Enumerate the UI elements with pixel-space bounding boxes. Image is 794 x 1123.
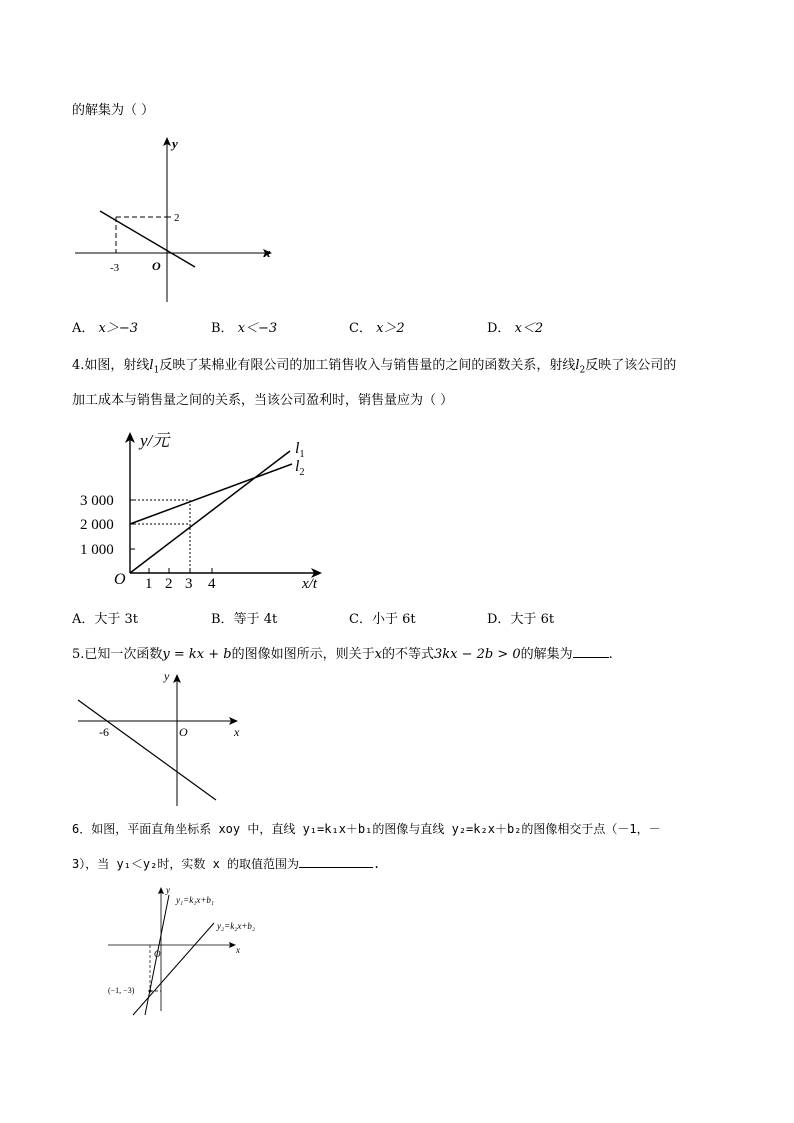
q6-stem-line2: 3），当 y₁＜y₂时，实数 x 的取值范围为 . (72, 857, 381, 871)
q3-axis-y-label: y (172, 136, 178, 151)
q4-xtick-3: 3 (185, 576, 193, 592)
q4-axis-y-label: y/元 (140, 431, 170, 450)
q4-option-c[interactable]: C．小于 6t (349, 612, 416, 627)
q5-tick-x: -6 (99, 725, 109, 739)
q3-option-b[interactable]: B． x＜−3 (211, 321, 278, 336)
q4-stem-line2: 加工成本与销售量之间的关系，当该公司盈利时，销售量应为（ ） (72, 393, 454, 408)
q6-line1-label: y₁=k₁x+b₁ (176, 895, 215, 905)
q5-answer-blank[interactable] (573, 645, 609, 658)
q6-graph (108, 883, 278, 1023)
q6-x-arrow-icon (229, 942, 236, 948)
q6-line-y2 (133, 923, 214, 1015)
q3-axis-x-label: x (264, 245, 271, 260)
q4-option-b[interactable]: B．等于 4t (211, 612, 278, 627)
q6-origin-label: O (154, 949, 161, 959)
q6-y-arrow-icon (158, 887, 164, 894)
q4-ray-l2-label: $l_2$ (295, 458, 305, 478)
q4-xtick-1: 1 (145, 576, 153, 592)
q4-origin-label: O (114, 571, 126, 588)
q5-graph (72, 668, 262, 808)
q6-stem-line1: 6．如图，平面直角坐标系 xoy 中，直线 y₁=k₁x＋b₁的图像与直线 y₂=k₂x＋b₂的图像相交于点（－1，－ (72, 822, 661, 836)
q3-stem-tail: 的解集为（ ） (72, 103, 155, 118)
q5-function-line (78, 700, 216, 800)
q3-option-a[interactable]: A． x＞−3 (72, 321, 139, 336)
q6-answer-blank[interactable] (299, 855, 373, 868)
q4-stem-line1: 4.如图，射线$l_1$反映了某棉业有限公司的加工销售收入与销售量的之间的函数关系，射线$l_2$反映了该公司的 (72, 358, 677, 376)
q5-origin-label: O (179, 725, 188, 739)
q4-ytick-1000: 1 000 (80, 542, 114, 558)
q4-option-a[interactable]: A．大于 3t (72, 612, 139, 627)
q4-xtick-2: 2 (165, 576, 173, 592)
q4-ytick-3000: 3 000 (80, 493, 114, 509)
q3-graph (70, 130, 290, 310)
q3-function-line (100, 211, 195, 267)
q4-ray-l1 (130, 451, 290, 573)
q3-option-d[interactable]: D． x＜2 (487, 321, 544, 336)
q6-point-label: (−1, −3) (108, 986, 135, 995)
q3-tick-y: 2 (174, 212, 180, 224)
q5-stem: 5.已知一次函数y = kx + b的图像如图所示，则关于x的不等式3kx − 2b > 0的解集为 . (72, 647, 613, 662)
q4-axis-x-label: x/t (302, 576, 317, 592)
q3-origin-label: O (152, 259, 161, 273)
q4-xtick-4: 4 (208, 576, 216, 592)
q4-graph (78, 428, 338, 603)
q3-tick-x: -3 (110, 262, 120, 274)
q3-option-c[interactable]: C． x＞2 (349, 321, 405, 336)
q5-axis-x-label: x (234, 725, 240, 739)
q6-intersection-point (149, 990, 152, 993)
q4-ray-l1-label: $l_1$ (295, 440, 305, 460)
q6-axis-x-label: x (236, 945, 240, 955)
q4-ray-l2 (130, 464, 292, 524)
q6-axis-y-label: y (166, 885, 170, 895)
q4-ytick-2000: 2 000 (80, 517, 114, 533)
q5-axis-y-label: y (164, 669, 170, 683)
q4-option-d[interactable]: D．大于 6t (487, 612, 555, 627)
q6-line2-label: y₂=k₂x+b₂ (217, 921, 256, 931)
